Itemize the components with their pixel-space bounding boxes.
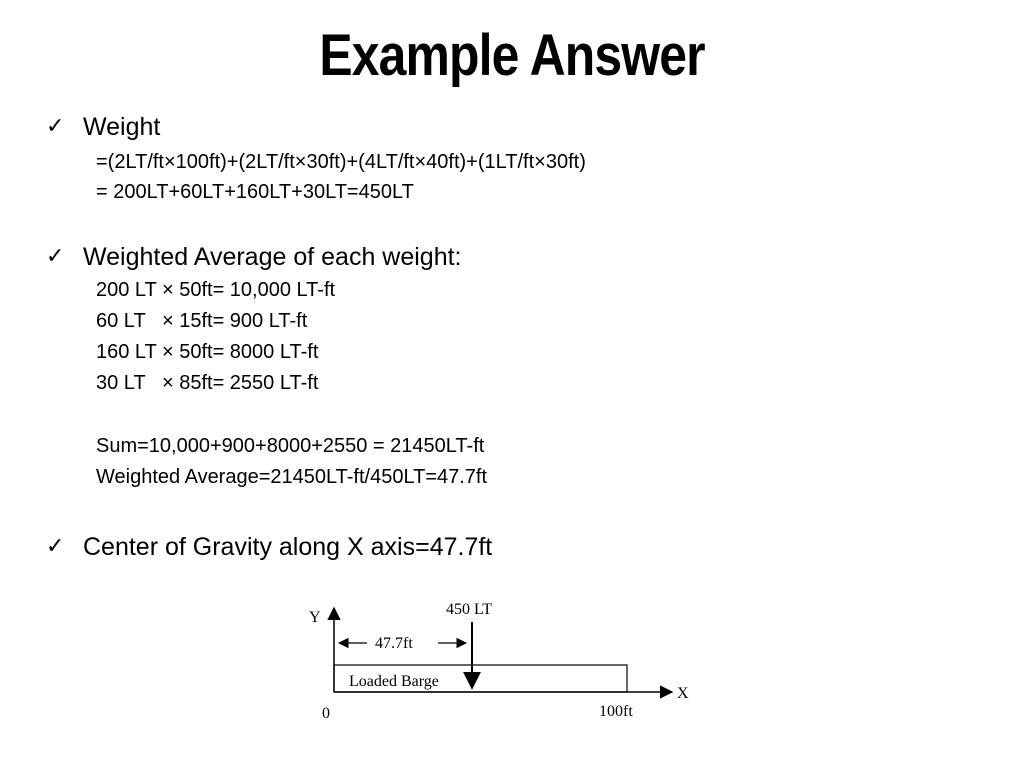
moment-line: 60 LT × 15ft= 900 LT-ft xyxy=(96,310,308,332)
x-axis-label: X xyxy=(677,685,689,702)
bullet-center-of-gravity: Center of Gravity along X axis=47.7ft xyxy=(83,533,493,561)
bullet-weight: Weight xyxy=(83,113,161,141)
weighted-average-line: Weighted Average=21450LT-ft/450LT=47.7ft xyxy=(96,466,488,488)
origin-label: 0 xyxy=(322,705,330,722)
length-label: 100ft xyxy=(599,703,633,720)
moment-line: 160 LT × 50ft= 8000 LT-ft xyxy=(96,341,319,363)
barge-label: Loaded Barge xyxy=(349,673,439,690)
moment-line: 200 LT × 50ft= 10,000 LT-ft xyxy=(96,279,336,301)
moment-line: 30 LT × 85ft= 2550 LT-ft xyxy=(96,372,319,394)
slide-title: Example Answer xyxy=(319,23,705,88)
checkmark-icon: ✓ xyxy=(46,244,65,269)
load-label: 450 LT xyxy=(446,601,493,618)
sum-line: Sum=10,000+900+8000+2550 = 21450LT-ft xyxy=(96,435,485,457)
weight-result-line: = 200LT+60LT+160LT+30LT=450LT xyxy=(96,181,414,203)
y-axis-label: Y xyxy=(309,609,321,626)
bullet-weighted-average: Weighted Average of each weight: xyxy=(83,243,462,271)
cg-distance-label: 47.7ft xyxy=(375,635,413,652)
checkmark-icon: ✓ xyxy=(46,534,65,559)
checkmark-icon: ✓ xyxy=(46,114,65,139)
weight-formula-line: =(2LT/ft×100ft)+(2LT/ft×30ft)+(4LT/ft×40ft)+(1LT/ft×30ft) xyxy=(96,151,586,173)
